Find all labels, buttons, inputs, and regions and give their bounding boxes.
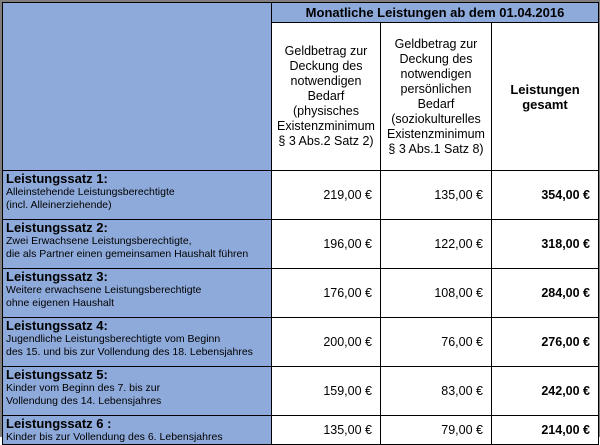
table-row xyxy=(3,367,599,416)
table-title: Monatliche Leistungen ab dem 01.04.2016 xyxy=(272,3,599,23)
header-total xyxy=(492,23,599,171)
value-personal: 79,00 € xyxy=(381,416,492,445)
value-personal: 122,00 € xyxy=(381,220,492,269)
value-physical: 135,00 € xyxy=(272,416,381,445)
row-title: Leistungssatz 2: xyxy=(6,220,108,235)
row-description: Zwei Erwachsene Leistungsberechtigte, die als Partner einen gemeinsamen Haushalt führen xyxy=(6,235,249,260)
value-physical: 196,00 € xyxy=(272,220,381,269)
value-personal: 135,00 € xyxy=(381,171,492,220)
value-total: 242,00 € xyxy=(492,367,599,416)
value-total: 276,00 € xyxy=(492,318,599,367)
value-personal: 108,00 € xyxy=(381,269,492,318)
corner-cell xyxy=(3,3,272,171)
value-total: 214,00 € xyxy=(492,416,599,445)
value-total: 318,00 € xyxy=(492,220,599,269)
benefits-table xyxy=(2,2,599,445)
row-label-cell xyxy=(3,367,272,416)
header-physical-needs-text: Geldbetrag zur Deckung des notwendigen Bedarf (physisches Existenzminimum § 3 Abs.2 Satz 2) xyxy=(277,44,375,148)
value-physical: 200,00 € xyxy=(272,318,381,367)
row-description: Alleinstehende Leistungsberechtigte (incl. Alleinerziehende) xyxy=(6,186,175,211)
header-physical-needs xyxy=(272,23,381,171)
table-row xyxy=(3,416,599,445)
row-title: Leistungssatz 6 : xyxy=(6,416,112,431)
value-total: 354,00 € xyxy=(492,171,599,220)
row-description: Kinder bis zur Vollendung des 6. Lebensjahres xyxy=(6,431,223,443)
header-personal-needs xyxy=(381,23,492,171)
row-label-cell xyxy=(3,220,272,269)
value-total: 284,00 € xyxy=(492,269,599,318)
row-title: Leistungssatz 1: xyxy=(6,171,108,186)
value-physical: 219,00 € xyxy=(272,171,381,220)
value-physical: 159,00 € xyxy=(272,367,381,416)
table-row xyxy=(3,220,599,269)
value-personal: 83,00 € xyxy=(381,367,492,416)
table-row xyxy=(3,171,599,220)
header-personal-needs-text: Geldbetrag zur Deckung des notwendigen persönlichen Bedarf (soziokulturelles Existenzminimum § 3 Abs.1 Satz 8) xyxy=(387,36,485,156)
title-row xyxy=(3,3,599,23)
row-label-cell xyxy=(3,269,272,318)
row-description: Jugendliche Leistungsberechtigte vom Beginn des 15. und bis zur Vollendung des 18. Lebensjahres xyxy=(6,333,253,358)
row-label-cell xyxy=(3,318,272,367)
row-description: Weitere erwachsene Leistungsberechtigte ohne eigenen Haushalt xyxy=(6,284,202,309)
row-title: Leistungssatz 4: xyxy=(6,318,108,333)
table-row xyxy=(3,318,599,367)
row-title: Leistungssatz 3: xyxy=(6,269,108,284)
row-label-cell xyxy=(3,171,272,220)
value-physical: 176,00 € xyxy=(272,269,381,318)
row-title: Leistungssatz 5: xyxy=(6,367,108,382)
row-description: Kinder vom Beginn des 7. bis zur Vollendung des 14. Lebensjahres xyxy=(6,382,162,407)
row-label-cell xyxy=(3,416,272,445)
table-row xyxy=(3,269,599,318)
header-total-text: Leistungen gesamt xyxy=(510,81,580,112)
value-personal: 76,00 € xyxy=(381,318,492,367)
